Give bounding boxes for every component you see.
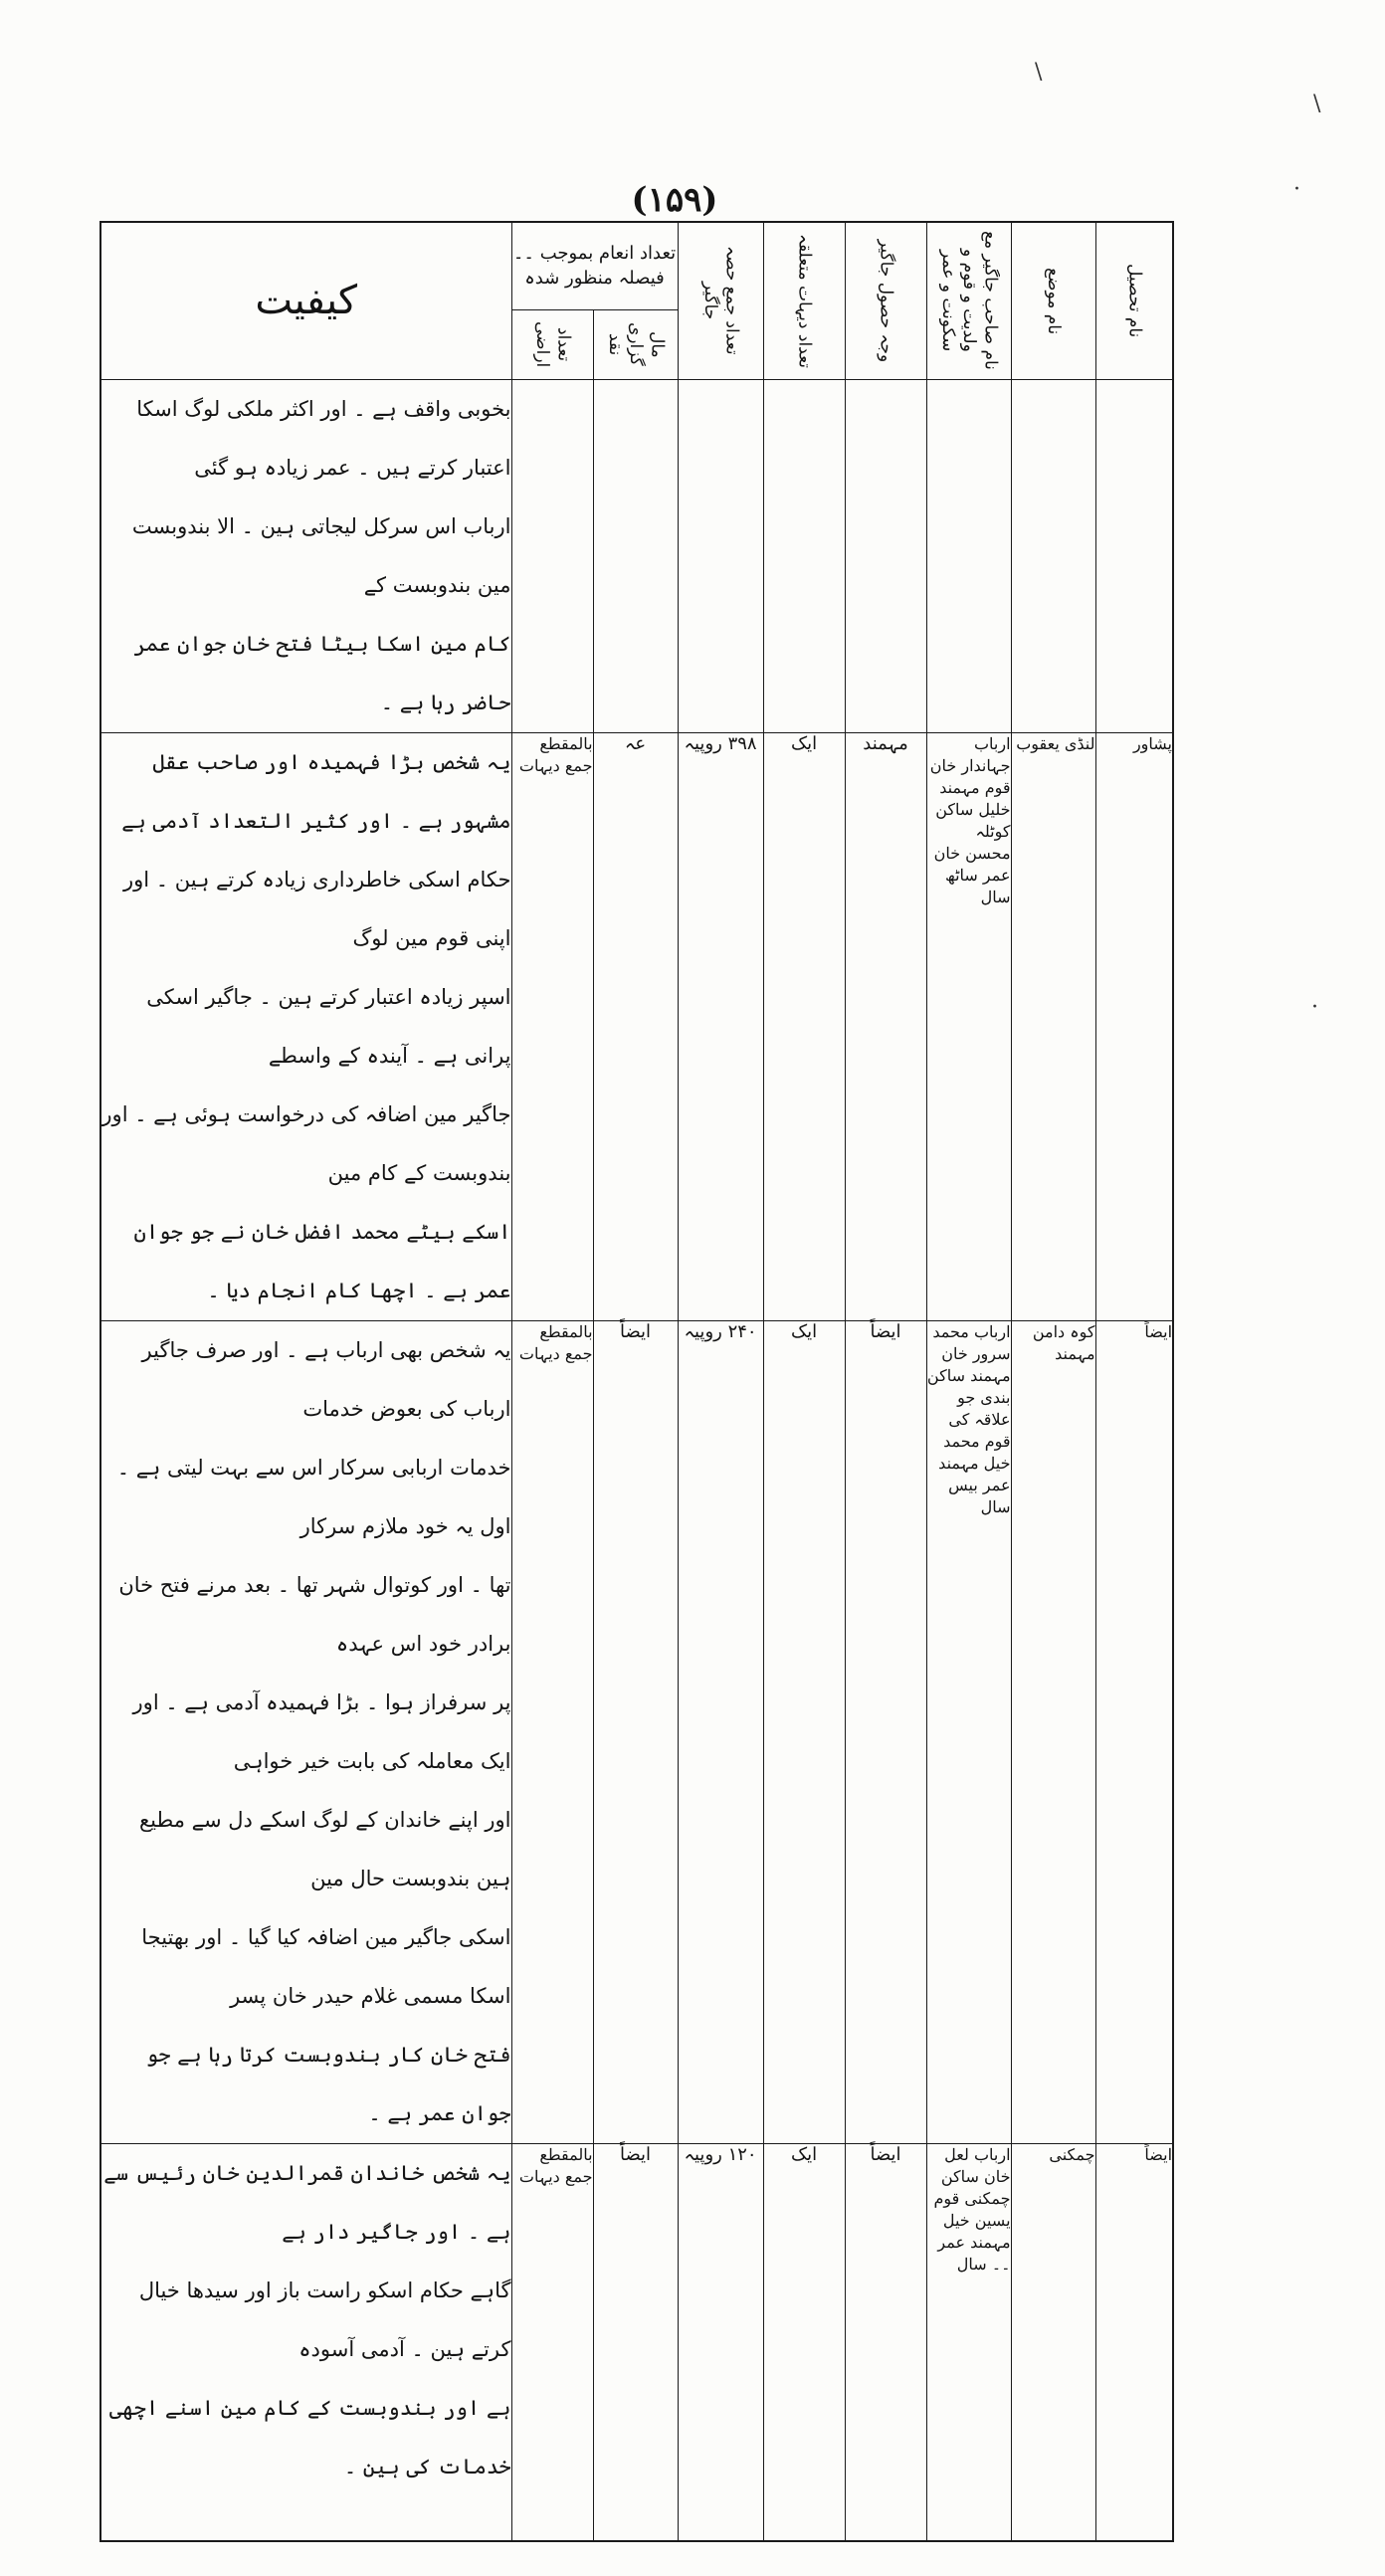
header-tahsil: نام تحصیل	[1095, 222, 1173, 379]
kefiyat-line: فتح خان کار بندوبست کرتا رہا ہے جو جوان عمر ہے ۔	[145, 2042, 511, 2125]
kefiyat-line: یہ شخص بھی ارباب ہے ۔ اور صرف جاگیر ارباب کی بعوض خدمات	[141, 1337, 511, 1421]
cell-wajah: مہمند	[845, 732, 926, 1320]
cell-tahsil: ایضاً	[1095, 1320, 1173, 2143]
cell-tahsil: پشاور	[1095, 732, 1173, 1320]
cell-rakba: ایک	[763, 1320, 845, 2143]
table-row	[100, 379, 1173, 732]
cell-tahsil: ایضاً	[1095, 2143, 1173, 2541]
kefiyat-line: گاہے حکام اسکو راست باز اور سیدھا خیال کرتے ہین ۔ آدمی آسودہ	[138, 2278, 511, 2361]
margin-mark: ·	[1293, 177, 1300, 202]
cell-mauza: کوہ دامن مہمند	[1011, 1320, 1095, 2143]
table-row	[100, 732, 1173, 1320]
cell-inam-b: ایضاً	[593, 2143, 678, 2541]
table-row	[100, 2143, 1173, 2541]
cell-inam-b: عہ	[593, 732, 678, 1320]
kefiyat-line: جاگیر مین اضافہ کی درخواست ہوئی ہے ۔ اور بندوبست کے کام مین	[101, 1101, 511, 1185]
kefiyat-line: اسپر زیادہ اعتبار کرتے ہین ۔ جاگیر اسکی پرانی ہے ۔ آیندہ کے واسطے	[146, 984, 511, 1068]
kefiyat-line: اسکی جاگیر مین اضافہ کیا گیا ۔ اور بھتیجا اسکا مسمی غلام حیدر خان پسر	[141, 1924, 511, 2008]
margin-mark: ·	[1311, 995, 1318, 1020]
cell-inam-b	[593, 379, 678, 732]
cell-kefiyat	[100, 379, 511, 732]
kefiyat-line: یہ شخص بڑا فہمیدہ اور صاحب عقل مشہور ہے ۔ اور کثیر التعداد آدمی ہے	[121, 749, 511, 833]
kefiyat-line: یہ شخص خاندان قمرالدین خان رئیس سے ہے ۔ اور جاگیر دار ہے	[103, 2160, 511, 2244]
kefiyat-line: ہے اور بندوبست کے کام مین اسنے اچھی خدمات کی ہین ۔	[108, 2395, 511, 2478]
margin-mark: \	[1035, 60, 1043, 85]
kefiyat-line: پر سرفراز ہوا ۔ بڑا فہمیدہ آدمی ہے ۔ اور ایک معاملہ کی بابت خیر خواہی	[132, 1689, 511, 1773]
cell-wajah	[845, 379, 926, 732]
header-rakba: تعداد دیہات متعلقہ	[763, 222, 845, 379]
cell-inam-a	[511, 379, 593, 732]
table-row	[100, 1320, 1173, 2143]
cell-malik: ارباب جہاندار خان قوم مہمند خلیل ساکن کوٹلہ محسن خان عمر ساٹھ سال	[926, 732, 1011, 1320]
cell-tahsil	[1095, 379, 1173, 732]
cell-inam-a: بالمقطع جمع دیہات	[511, 732, 593, 1320]
kefiyat-line: حکام اسکی خاطرداری زیادہ کرتے ہین ۔ اور اپنی قوم مین لوگ	[122, 867, 511, 950]
register-table	[99, 221, 1174, 2542]
cell-kefiyat	[100, 1320, 511, 2143]
cell-rakba	[763, 379, 845, 732]
cell-mauza: لنڈی یعقوب	[1011, 732, 1095, 1320]
kefiyat-line: تھا ۔ اور کوتوال شہر تھا ۔ بعد مرنے فتح خان برادر خود اس عہدہ	[118, 1572, 511, 1656]
cell-inam-a: بالمقطع جمع دیہات	[511, 1320, 593, 2143]
cell-jama: ۱۲۰ روپیہ	[678, 2143, 763, 2541]
cell-wajah: ایضاً	[845, 1320, 926, 2143]
page-number: (۱۵۹)	[631, 180, 718, 220]
header-inam-b: مال گزاری نقد	[593, 309, 678, 379]
cell-mauza	[1011, 379, 1095, 732]
header-inam-group: تعداد انعام بموجب ۔۔ فیصلہ منظور شدہ	[511, 222, 678, 309]
header-inam-a: تعداد اراضی	[511, 309, 593, 379]
cell-malik: ارباب محمد سرور خان مہمند ساکن بندی جو علاقہ کی قوم محمد خیل مہمند عمر بیس سال	[926, 1320, 1011, 2143]
cell-mauza: چمکنی	[1011, 2143, 1095, 2541]
cell-jama: ۲۴۰ روپیہ	[678, 1320, 763, 2143]
cell-kefiyat	[100, 2143, 511, 2541]
kefiyat-line: اسکے بیٹے محمد افضل خان نے جو جوان عمر ہے ۔ اچھا کام انجام دیا ۔	[133, 1219, 511, 1302]
cell-inam-b: ایضاً	[593, 1320, 678, 2143]
kefiyat-line: ارباب اس سرکل لیجاتی ہین ۔ الا بندوبست مین بندوبست کے	[131, 513, 511, 597]
cell-rakba: ایک	[763, 2143, 845, 2541]
cell-jama: ۳۹۸ روپیہ	[678, 732, 763, 1320]
margin-mark: \	[1313, 92, 1321, 116]
cell-rakba: ایک	[763, 732, 845, 1320]
cell-malik	[926, 379, 1011, 732]
cell-malik: ارباب لعل خان ساکن چمکنی قوم یسین خیل مہمند عمر ۔۔ سال	[926, 2143, 1011, 2541]
cell-kefiyat	[100, 732, 511, 1320]
kefiyat-line: اور اپنے خاندان کے لوگ اسکے دل سے مطیع ہین بندوبست حال مین	[138, 1807, 511, 1890]
kefiyat-line: خدمات اربابی سرکار اس سے بہت لیتی ہے ۔ اول یہ خود ملازم سرکار	[116, 1455, 511, 1538]
cell-jama	[678, 379, 763, 732]
header-wajah: وجہ حصول جاگیر	[845, 222, 926, 379]
header-malik: نام صاحب جاگیر مع ولدیت و قوم و سکونت و عمر	[926, 222, 1011, 379]
cell-wajah: ایضاً	[845, 2143, 926, 2541]
kefiyat-line: بخوبی واقف ہے ۔ اور اکثر ملکی لوگ اسکا اعتبار کرتے ہیں ۔ عمر زیادہ ہو گئی	[136, 396, 511, 480]
header-jama: تعداد جمع حصہ جاگیر	[678, 222, 763, 379]
header-row-1	[100, 222, 1173, 309]
header-kefiyat: کیفیت	[100, 222, 511, 379]
header-mauza: نام موضع	[1011, 222, 1095, 379]
kefiyat-line: کام مین اسکا بیٹا فتح خان جوان عمر حاضر رہا ہے ۔	[133, 631, 511, 714]
cell-inam-a: بالمقطع جمع دیہات	[511, 2143, 593, 2541]
